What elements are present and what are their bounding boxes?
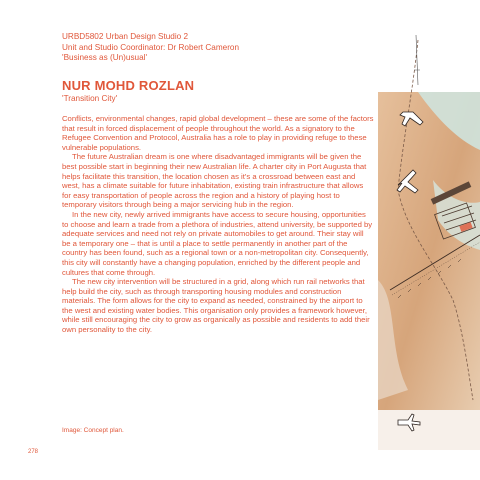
paragraph: The new city intervention will be structured in a grid, along which run rail networks that help build the city, such as through transporting housing modules and construction materials. The form allows for the city to expand as needed, constrained by the airport to the west and existing water bodies. This organisation only provides a framework however, while still encouraging the city to grow as organically as possible and residents to add their own personality to the city. xyxy=(62,277,370,335)
paragraph: Conflicts, environmental changes, rapid global development – these are some of the factors that result in forced displacement of people throughout the world. As a signatory to the Refugee Convention and Protocol, Australia has a role to play in providing refuge to these vulnerable populations. xyxy=(62,114,374,152)
author-name: NUR MOHD ROZLAN xyxy=(62,78,195,93)
studio-theme: 'Business as (Un)usual' xyxy=(62,53,148,62)
sketch-paper-top xyxy=(378,30,480,92)
coordinator-line: Unit and Studio Coordinator: Dr Robert Cameron xyxy=(62,42,240,52)
page-number: 278 xyxy=(28,449,39,455)
project-title: 'Transition City' xyxy=(62,94,118,103)
paragraph: In the new city, newly arrived immigrants have access to secure housing, opportunities to choose and learn a trade from a plethora of industries, attend university, be supported by adequate services and need not rely on private automobiles to get around. Their stay will be a temporary one – that is until a place to settle permanently in another part of the country has been found, such as a regional town or a non-metropolitan city. Consequently, this city will constantly have a changing population, enriched by the different people and cultures that come through. xyxy=(62,209,373,277)
sketch-paper-bottom xyxy=(378,410,480,450)
body-text xyxy=(62,114,374,335)
course-header xyxy=(62,32,362,64)
course-title: URBD5802 Urban Design Studio 2 xyxy=(62,32,189,41)
paragraph: The future Australian dream is one where disadvantaged immigrants will be given the best possible start in beginning their new Australian life. A charter city in Port Augusta that helps facilitate this transition, the location chosen as it's a crossroad between east and west, has a climate suitable for future inhabitation, existing train infrastructure that allows for easy transportation of people across the region and a history of playing host to temporary visitors through being a major servicing hub in the region. xyxy=(62,152,367,210)
concept-plan-image xyxy=(378,30,480,450)
image-caption: Image: Concept plan. xyxy=(62,427,124,434)
